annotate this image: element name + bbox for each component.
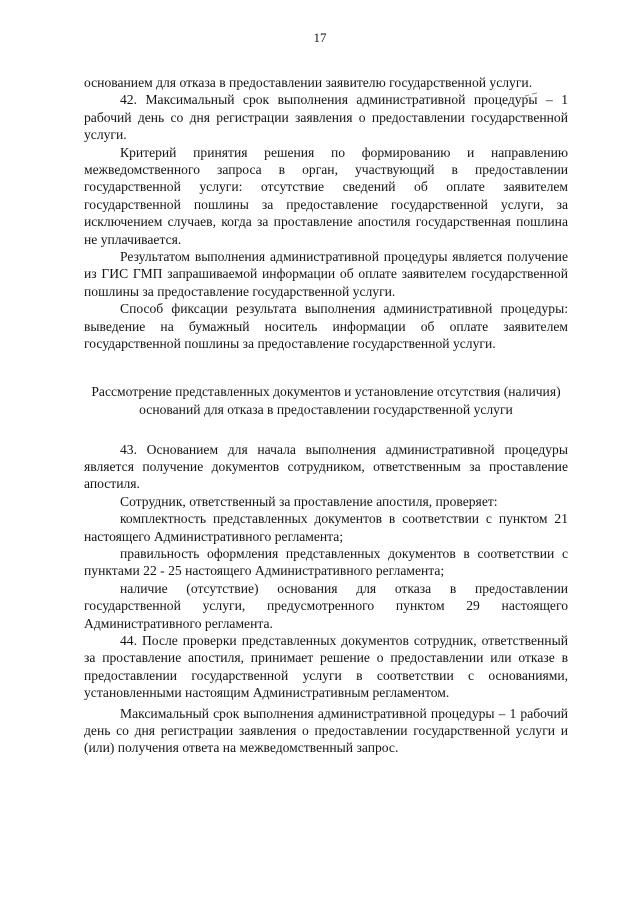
document-body xyxy=(84,74,568,757)
paragraph-max-term: Максимальный срок выполнения административной процедуры – 1 рабочий день со дня регистрации заявления о предоставлении государственной услуги и (или) получения ответа на межведомственный запрос. xyxy=(84,705,568,756)
page-number: 17 xyxy=(313,30,327,45)
paragraph-check-correctness: правильность оформления представленных документов в соответствии с пунктами 22 - 25 настоящего Административного регламента; xyxy=(84,545,568,579)
paragraph-decision-criterion: Критерий принятия решения по формированию и направлению межведомственного запроса в орган, участвующий в предоставлении государственной услуги: отсутствие сведений об оплате заявителем государственной пошлины за предоставление государственной услуги, за исключением случаев, когда за проставление апостиля государственная пошлина не уплачивается. xyxy=(84,144,568,247)
paragraph-continuation: основанием для отказа в предоставлении заявителю государственной услуги. xyxy=(84,75,533,90)
section-heading: Рассмотрение представленных документов и установление отсутствия (наличия) оснований для отказа в предоставлении государственной услуги xyxy=(91,383,561,417)
paragraph-fixation-method: Способ фиксации результата выполнения административной процедуры: выведение на бумажный носитель информации об оплате заявителем государственной пошлины за предоставление государственной услуги. xyxy=(84,301,568,352)
paragraph-item-44: 44. После проверки представленных документов сотрудник, ответственный за проставление апостиля, принимает решение о предоставлении или отказе в предоставлении государственной услуги в соответствии с основаниями, установленными настоящим Административным регламентом. xyxy=(84,632,568,701)
paragraph-procedure-result: Результатом выполнения административной процедуры является получение из ГИС ГМП запрашиваемой информации об оплате заявителем государственной пошлины за предоставление государственной услуги. xyxy=(84,249,568,299)
paragraph-check-completeness: комплектность представленных документов в соответствии с пунктом 21 настоящего Административного регламента; xyxy=(84,511,568,544)
paragraph-checks-intro: Сотрудник, ответственный за проставление апостиля, проверяет: xyxy=(120,493,498,509)
paragraph-check-grounds: наличие (отсутствие) основания для отказа в предоставлении государственной услуги, предусмотренного пунктом 29 настоящего Административного регламента. xyxy=(84,580,568,631)
paragraph-item-43: 43. Основанием для начала выполнения административной процедуры является получение документов сотрудником, ответственным за проставление апостиля. xyxy=(84,441,568,492)
paragraph-item-42: 42. Максимальный срок выполнения административной процедуры – 1 рабочий день со дня регистрации заявления о предоставлении государственной услуги. xyxy=(84,92,568,143)
